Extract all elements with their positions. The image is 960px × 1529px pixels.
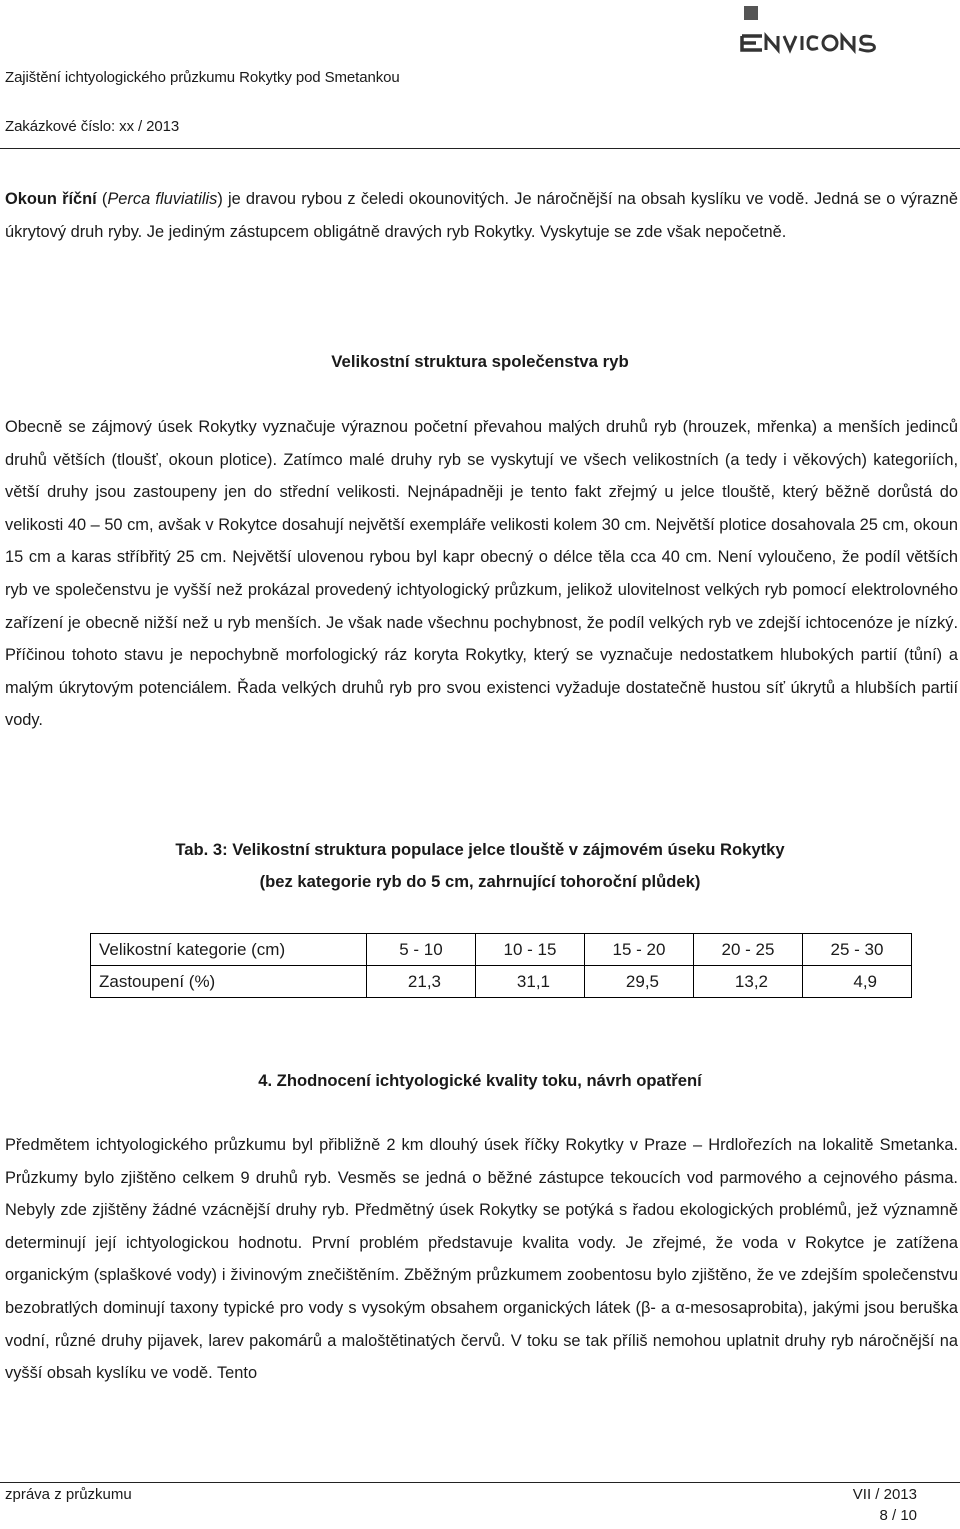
footer-left: zpráva z průzkumu [5,1486,132,1503]
table-cell: 13,2 [694,966,803,998]
species-latin: Perca fluviatilis [107,190,218,208]
contract-number: Zakázkové číslo: xx / 2013 [5,118,180,135]
table-cell: 29,5 [585,966,694,998]
size-structure-paragraph [5,411,958,737]
table-row [91,934,912,966]
intro-text: ) je dravou rybou z čeledi okounovitých. Je náročnější na obsah kyslíku ve vodě. Jedná se o výrazně úkrytový druh ryby. Je jediným zástupcem obligátně dravých ryb Rokytky. Vyskytuje se zde však nepočetně. [5,190,958,241]
section-heading-size-structure: Velikostní struktura společenstva ryb [331,352,629,371]
evaluation-paragraph [5,1129,958,1390]
table-cell: 15 - 20 [585,934,694,966]
section-heading-evaluation: 4. Zhodnocení ichtyologické kvality toku, návrh opatření [258,1071,702,1090]
size-structure-text: Obecně se zájmový úsek Rokytky vyznačuje výraznou početní převahou malých druhů ryb (hrouzek, mřenka) a menších jedinců druhů větších (tloušť, okoun plotice). Zatímco malé druhy ryb se vyskytují ve všech velikostních (a tedy i věkových) kategoriích, větší druhy jsou zastoupeny jen do střední velikosti. Nejnápadněji je tento fakt zřejmý u jelce tlouště, který běžně dorůstá do velikosti 40 – 50 cm, avšak v Rokytce dosahují největší exempláře velikosti kolem 30 cm. Největší plotice dosahovala 25 cm, okoun 15 cm a karas stříbřitý 25 cm. Největší ulovenou rybou byl kapr obecný o délce těla cca 40 cm. Není vyloučeno, že podíl větších ryb ve společenstvu je vyšší než prokázal provedený ichtyologický průzkum, jelikož ulovitelnost velkých ryb pomocí elektrolovného zařízení je obecně nižší než u ryb menších. Je však nade všechnu pochybnost, že podíl velkých ryb ve zdejší ichtocenóze je nízký. Příčinou tohoto stavu je nepochybně morfologický ráz koryta Rokytky, který se vyznačuje nedostatkem hlubokých partií (tůní) a malým úkrytovým potenciálem. Řada velkých druhů ryb pro svou existenci vyžaduje dostatečně hustou síť úkrytů a hlubších partií vody. [5,418,958,730]
table-row-label: Zastoupení (%) [91,966,367,998]
table-cell: 10 - 15 [476,934,585,966]
size-structure-table [90,933,912,998]
document-title: Zajištění ichtyologického průzkumu Rokytky pod Smetankou [5,69,400,86]
page-number: 8 / 10 [879,1507,917,1524]
intro-paragraph [5,183,958,248]
table-row-label: Velikostní kategorie (cm) [91,934,367,966]
table-caption-line1: Tab. 3: Velikostní struktura populace jelce tlouště v zájmovém úseku Rokytky [175,840,785,859]
envicons-logo [740,4,900,54]
footer-divider [0,1482,960,1483]
footer-date: VII / 2013 [852,1486,917,1503]
table-cell: 25 - 30 [803,934,912,966]
table-cell: 31,1 [476,966,585,998]
header-divider [0,148,960,149]
table-cell: 20 - 25 [694,934,803,966]
table-cell: 4,9 [803,966,912,998]
envicons-logo-graphic [740,4,900,54]
species-open: ( [96,190,108,208]
evaluation-text: Předmětem ichtyologického průzkumu byl přibližně 2 km dlouhý úsek říčky Rokytky v Praze – Hrdlořezích na lokalitě Smetanka. Průzkumy bylo zjištěno celkem 9 druhů ryb. Vesměs se jedná o běžné zástupce tekoucích vod parmového a cejnového pásma. Nebyly zde zjištěny žádné vzácnější druhy ryb. Předmětný úsek Rokytky se potýká s řadou ekologických problémů, jež významně determinují její ichtyologickou hodnotu. První problém představuje kvalita vody. Je zřejmé, že voda v Rokytce je zatížena organickým (splaškové vody) i živinovým znečištěním. Zběžným průzkumem zoobentosu bylo zjištěno, že ve zdejším společenstvu bezobratlých dominují taxony typické pro vody s vysokým obsahem organických látek (β- a α-mesosaprobita), jakými jsou beruška vodní, různé druhy pijavek, larev pakomárů a maloštětinatých červů. V toku se tak příliš nemohou uplatnit druhy ryb náročnější na vyšší obsah kyslíku ve vodě. Tento [5,1136,958,1383]
table-caption-line2: (bez kategorie ryb do 5 cm, zahrnující tohoroční plůdek) [259,872,701,891]
table-row [91,966,912,998]
table-cell: 5 - 10 [367,934,476,966]
table-cell: 21,3 [367,966,476,998]
species-name: Okoun říční [5,190,97,208]
